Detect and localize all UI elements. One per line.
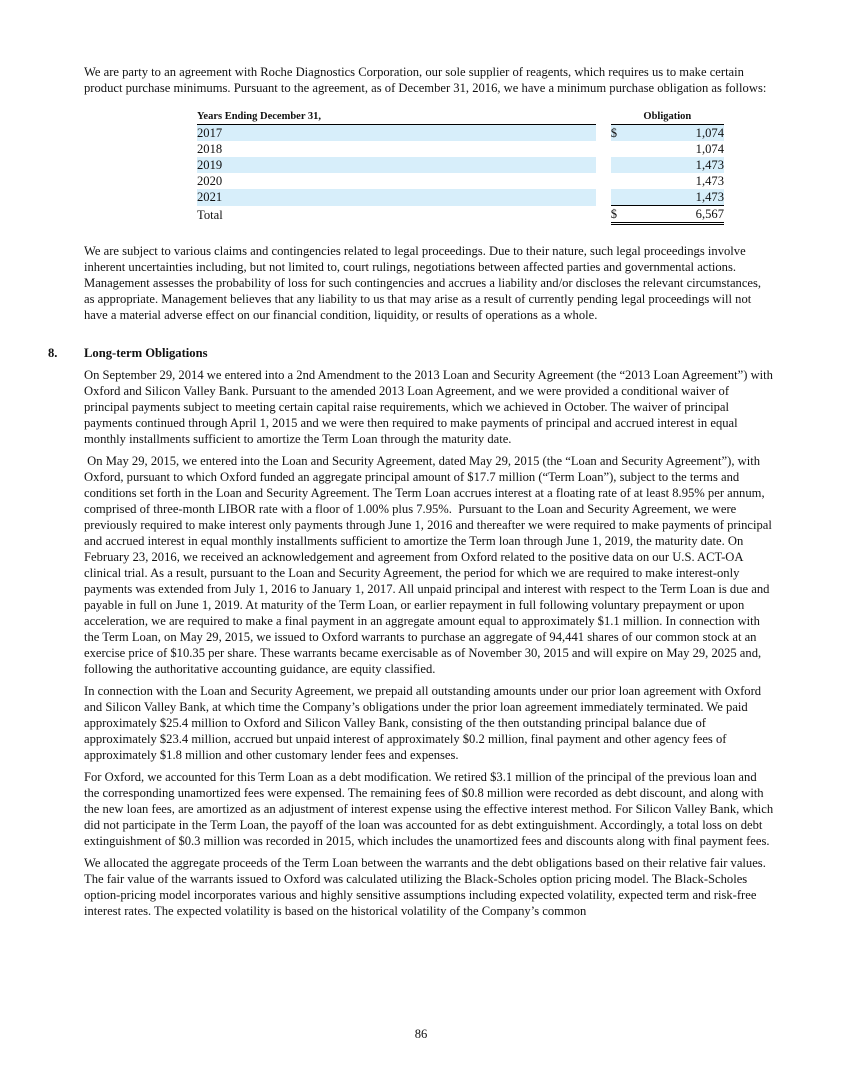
- section-number: 8.: [48, 346, 58, 360]
- section-paragraph: We allocated the aggregate proceeds of the Term Loan between the warrants and the debt obligations based on their relative fair values. The fair value of the warrants issued to Oxford was calculated utilizing the Black-Scholes option pricing model. The Black-Scholes option-pricing model incorporates various and highly sensitive assumptions including expected volatility, expected term and risk-free interest rates. The expected volatility is based on the historical volatility of the Company’s common: [84, 856, 766, 918]
- total-value: 6,567: [634, 206, 724, 224]
- page-number: 86: [414, 1027, 428, 1041]
- table-row: [197, 157, 724, 173]
- table-row: [197, 125, 724, 142]
- document-page: [48, 64, 776, 925]
- row-value: 1,473: [634, 189, 724, 206]
- row-year: 2017: [197, 125, 596, 142]
- row-currency: [611, 157, 634, 173]
- row-year: 2018: [197, 142, 223, 156]
- row-year: 2021: [197, 189, 596, 206]
- section-title: Long-term Obligations: [84, 346, 208, 360]
- table-row: [197, 189, 724, 206]
- row-currency: [611, 141, 634, 157]
- section-paragraph: On May 29, 2015, we entered into the Loan and Security Agreement, dated May 29, 2015 (the “Loan and Security Agreement”), with Oxford, pursuant to which Oxford funded an aggregate principal amount of $17.7 million (“Term Loan”), subject to the terms and conditions set forth in the Loan and Security Agreement. The Term Loan accrues interest at a floating rate of at least 8.95% per annum, comprised of three-month LIBOR rate with a floor of 1.00% plus 7.95%. Pursuant to the Loan and Security Agreement, we were previously required to make interest only payments through June 1, 2016 and thereafter we were required to make payments of principal and accrued interest in equal monthly installments sufficient to amortize the Term loan through June 1, 2019, the maturity date. On February 23, 2016, we received an acknowledgement and agreement from Oxford related to the positive data on our U.S. ACT-OA clinical trial. As a result, pursuant to the Loan and Security Agreement, the period for which we are required to make interest-only payments was extended from July 1, 2016 to January 1, 2017. All unpaid principal and interest with respect to the Term Loan is due and payable in full on June 1, 2019. At maturity of the Term Loan, or earlier repayment in full following voluntary prepayment or upon acceleration, we are required to make a final payment in an aggregate amount equal to approximately $1.1 million. In connection with the Term Loan, on May 29, 2015, we issued to Oxford warrants to purchase an aggregate of 94,441 shares of our common stock at an exercise price of $10.35 per share. These warrants became exercisable as of November 30, 2015 and will expire on May 29, 2025 and, following the authoritative accounting guidance, are equity classified.: [84, 454, 776, 676]
- row-year: 2019: [197, 157, 596, 173]
- header-obligation: Obligation: [611, 110, 724, 125]
- row-value: 1,473: [695, 174, 724, 188]
- table-row: [197, 141, 724, 157]
- section-paragraph: In connection with the Loan and Security Agreement, we prepaid all outstanding amounts under our prior loan agreement with Oxford and Silicon Valley Bank, at which time the Company’s obligations under the prior loan agreement immediately terminated. We paid approximately $25.4 million to Oxford and Silicon Valley Bank, consisting of the then outstanding principal balance due of approximately $23.4 million, accrued but unpaid interest of approximately $0.2 million, final payment and other agency fees of approximately $1.8 million and other customary lender fees and expenses.: [84, 684, 762, 762]
- row-value: 1,074: [695, 142, 724, 156]
- row-year: 2020: [197, 174, 223, 188]
- table-row: [197, 173, 724, 189]
- purchase-obligation-table: [197, 110, 724, 225]
- row-currency: [611, 189, 634, 206]
- section-heading: [48, 345, 774, 361]
- row-value: 1,473: [634, 157, 724, 173]
- table-total-row: [197, 206, 724, 224]
- header-years: Years Ending December 31,: [197, 110, 596, 125]
- row-currency: [611, 173, 634, 189]
- total-currency: $: [611, 206, 634, 224]
- row-currency: $: [611, 125, 634, 142]
- section-paragraph: For Oxford, we accounted for this Term Loan as a debt modification. We retired $3.1 million of the principal of the previous loan and the corresponding unamortized fees were expensed. The remaining fees of $0.8 million were recorded as debt discount, and along with the new loan fees, are amortized as an adjustment of interest expense using the effective interest method. For Silicon Valley Bank, which did not participate in the Term Loan, the payoff of the loan was accounted for as debt extinguishment. Accordingly, a total loss on debt extinguishment of $0.3 million was recorded in 2015, which includes the unamortized fees and discounts along with final payment fees.: [84, 770, 774, 848]
- section-paragraph: On September 29, 2014 we entered into a 2nd Amendment to the 2013 Loan and Security Agreement (the “2013 Loan Agreement”) with Oxford and Silicon Valley Bank. Pursuant to the amended 2013 Loan Agreement, and we were provided a conditional waiver of principal payments subject to meeting certain capital raise requirements, which we achieved in October. The waiver of principal payments continued through April 1, 2015 and we were then required to make payments of principal and accrued interest in equal monthly installments sufficient to amortize the Term Loan through the maturity date.: [84, 368, 773, 446]
- table-header-row: [197, 110, 724, 125]
- total-label: Total: [197, 207, 223, 222]
- intro-paragraph: We are party to an agreement with Roche Diagnostics Corporation, our sole supplier of reagents, which requires us to make certain product purchase minimums. Pursuant to the agreement, as of December 31, 2016, we have a minimum purchase obligation as follows:: [84, 65, 767, 95]
- row-value: 1,074: [634, 125, 724, 142]
- legal-proceedings-paragraph: We are subject to various claims and contingencies related to legal proceedings. Due to their nature, such legal proceedings involve inherent uncertainties including, but not limited to, court rulings, negotiations between affected parties and governmental actions. Management assesses the probability of loss for such contingencies and accrues a liability and/or discloses the relevant circumstances, as appropriate. Management believes that any liability to us that may arise as a result of currently pending legal proceedings will not have a material adverse effect on our financial condition, liquidity, or results of operations as a whole.: [84, 244, 762, 322]
